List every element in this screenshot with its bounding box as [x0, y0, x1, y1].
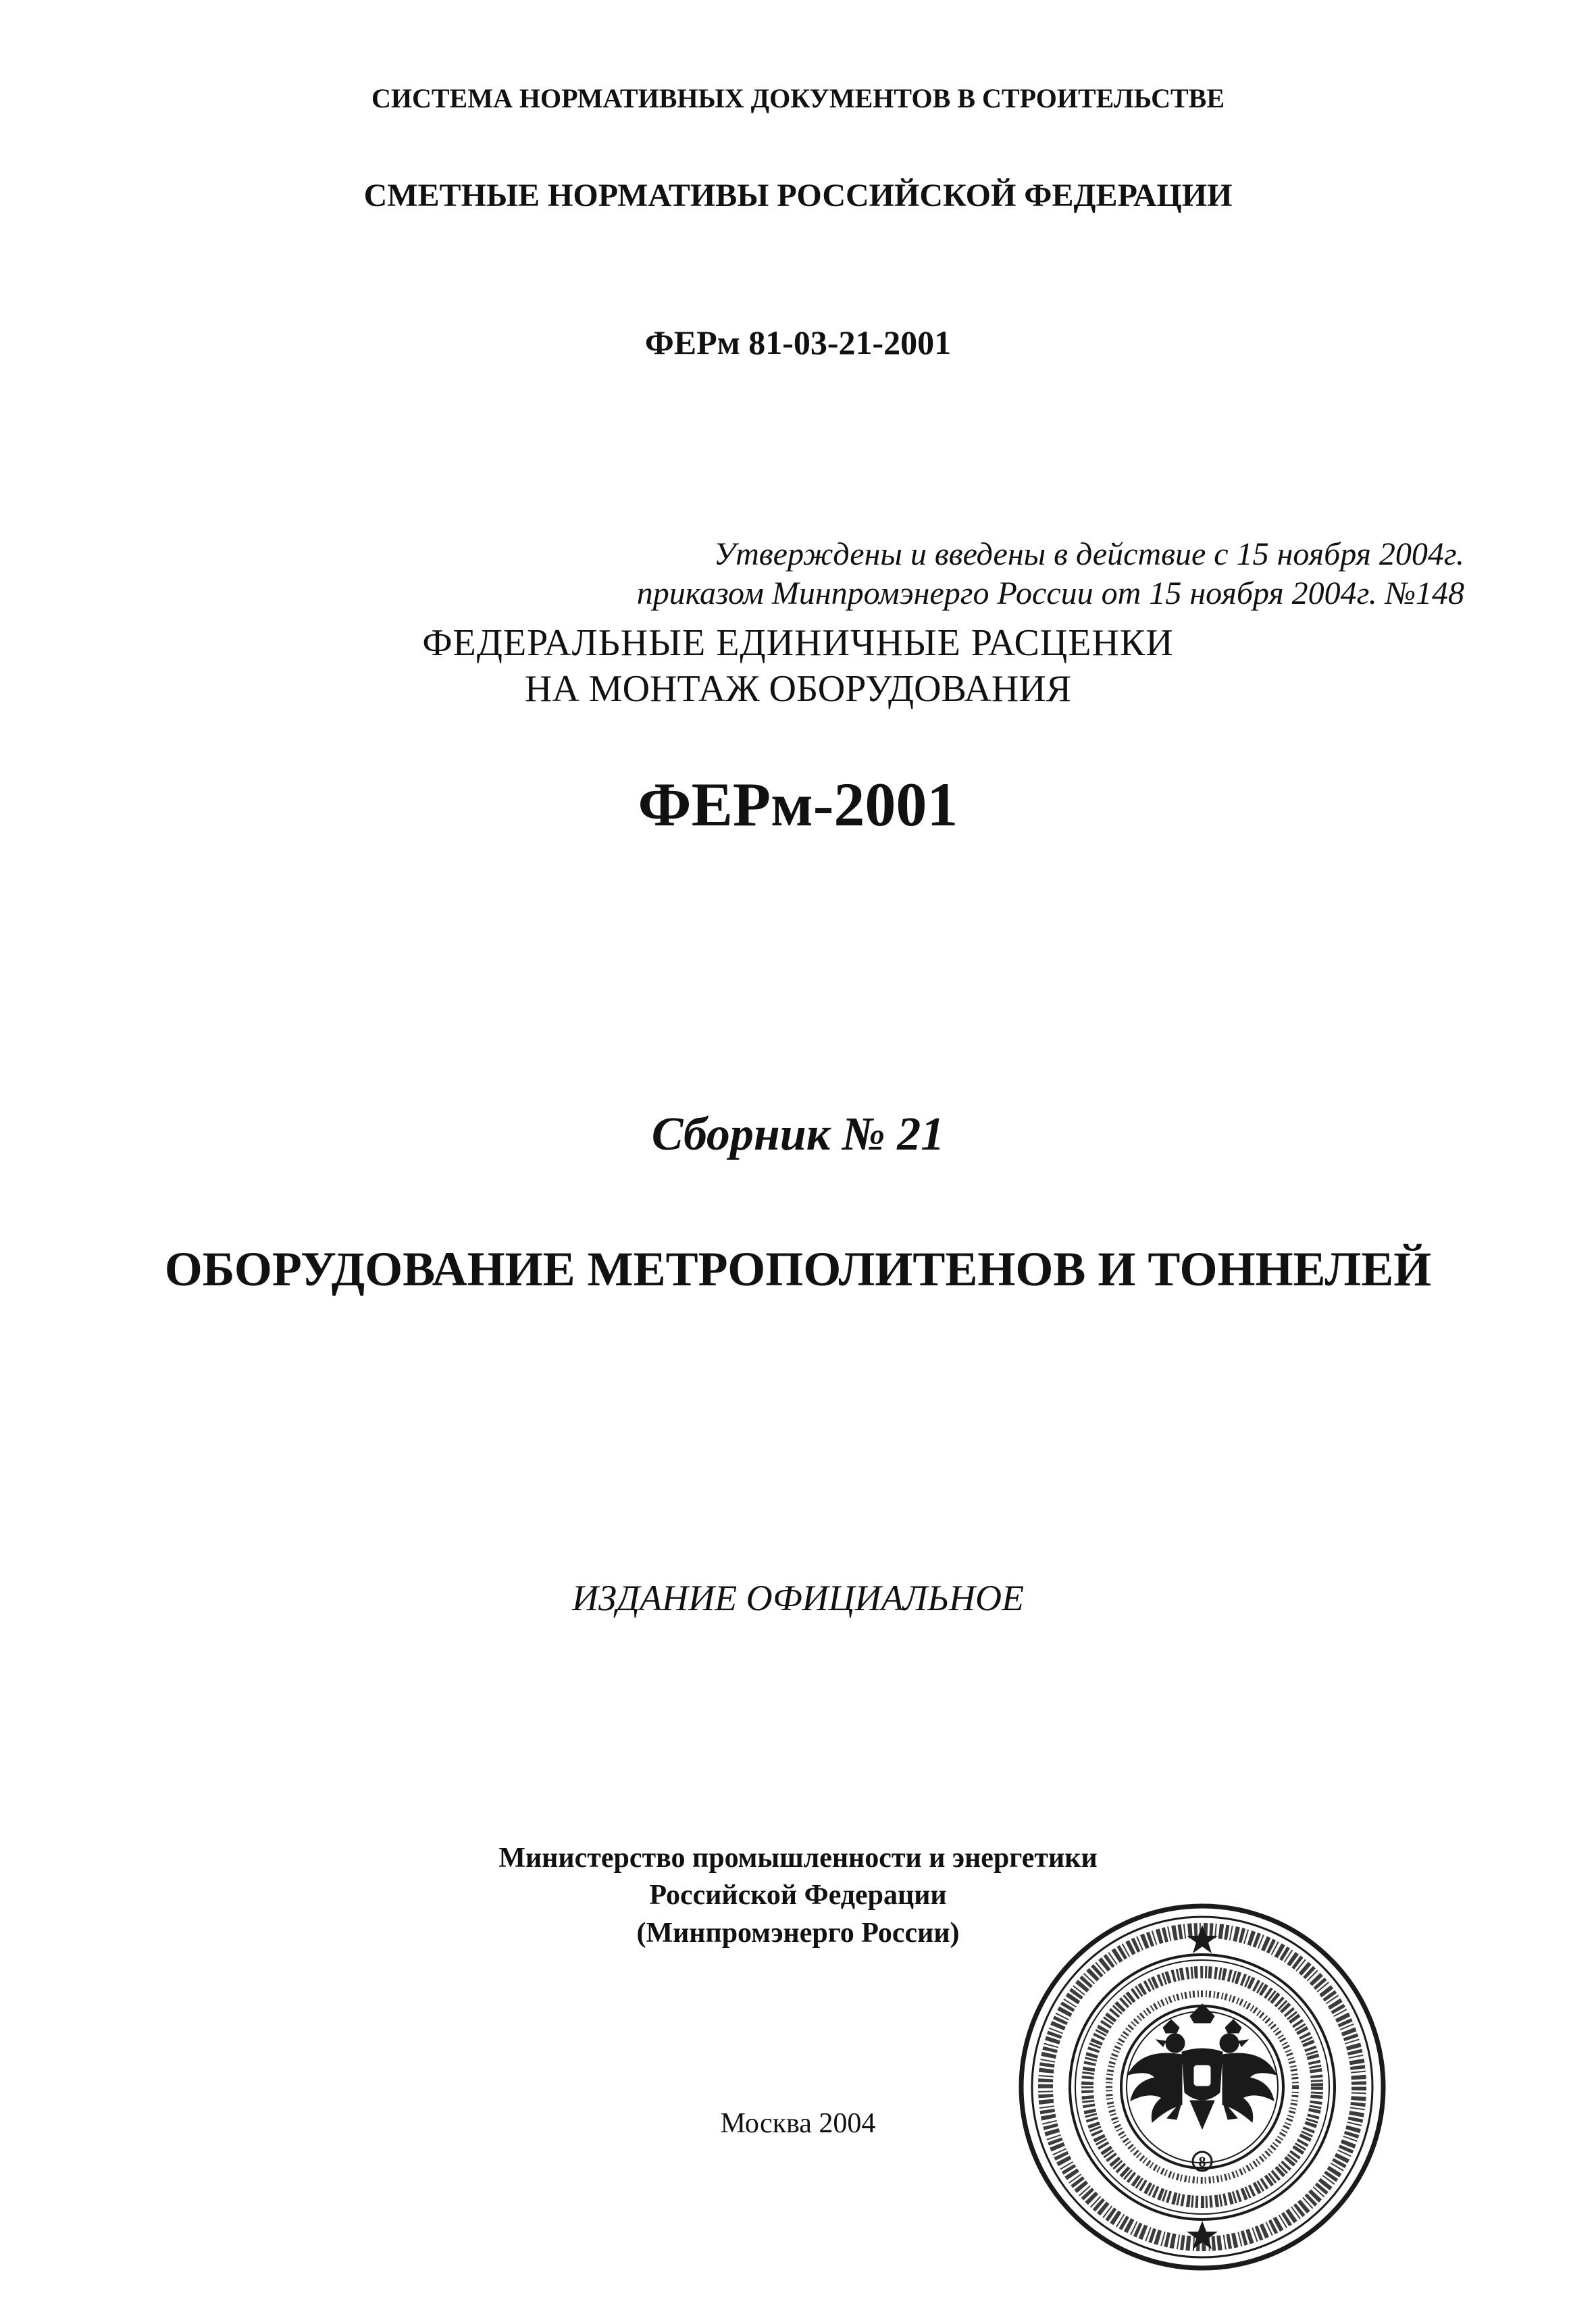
publisher-line-2: Российской Федерации — [649, 1880, 947, 1911]
main-title: ФЕРм-2001 — [638, 770, 958, 839]
system-header: СИСТЕМА НОРМАТИВНЫХ ДОКУМЕНТОВ В СТРОИТЕЛЬСТВЕ — [371, 83, 1225, 113]
city-year: Москва 2004 — [720, 2108, 876, 2139]
document-code: ФЕРм 81-03-21-2001 — [644, 324, 952, 361]
collection-name: ОБОРУДОВАНИЕ МЕТРОПОЛИТЕНОВ И ТОННЕЛЕЙ — [164, 1242, 1432, 1296]
publisher-line-1: Министерство промышленности и энергетики — [498, 1843, 1098, 1874]
svg-text:8: 8 — [1198, 2153, 1206, 2170]
title-line-2: НА МОНТАЖ ОБОРУДОВАНИЯ — [524, 668, 1072, 710]
approval-line-1: Утверждены и введены в действие с 15 ноября 2004г. — [713, 536, 1464, 572]
edition-label: ИЗДАНИЕ ОФИЦИАЛЬНОЕ — [572, 1578, 1024, 1618]
collection-number: Сборник № 21 — [651, 1108, 945, 1160]
approval-line-2: приказом Минпромэнерго России от 15 ноября 2004г. №148 — [636, 575, 1464, 611]
official-seal-icon — [1013, 1898, 1391, 2276]
title-line-1: ФЕДЕРАЛЬНЫЕ ЕДИНИЧНЫЕ РАСЦЕНКИ — [422, 622, 1174, 664]
publisher-line-3: (Минпромэнерго России) — [636, 1918, 960, 1949]
norms-header: СМЕТНЫЕ НОРМАТИВЫ РОССИЙСКОЙ ФЕДЕРАЦИИ — [363, 178, 1233, 213]
